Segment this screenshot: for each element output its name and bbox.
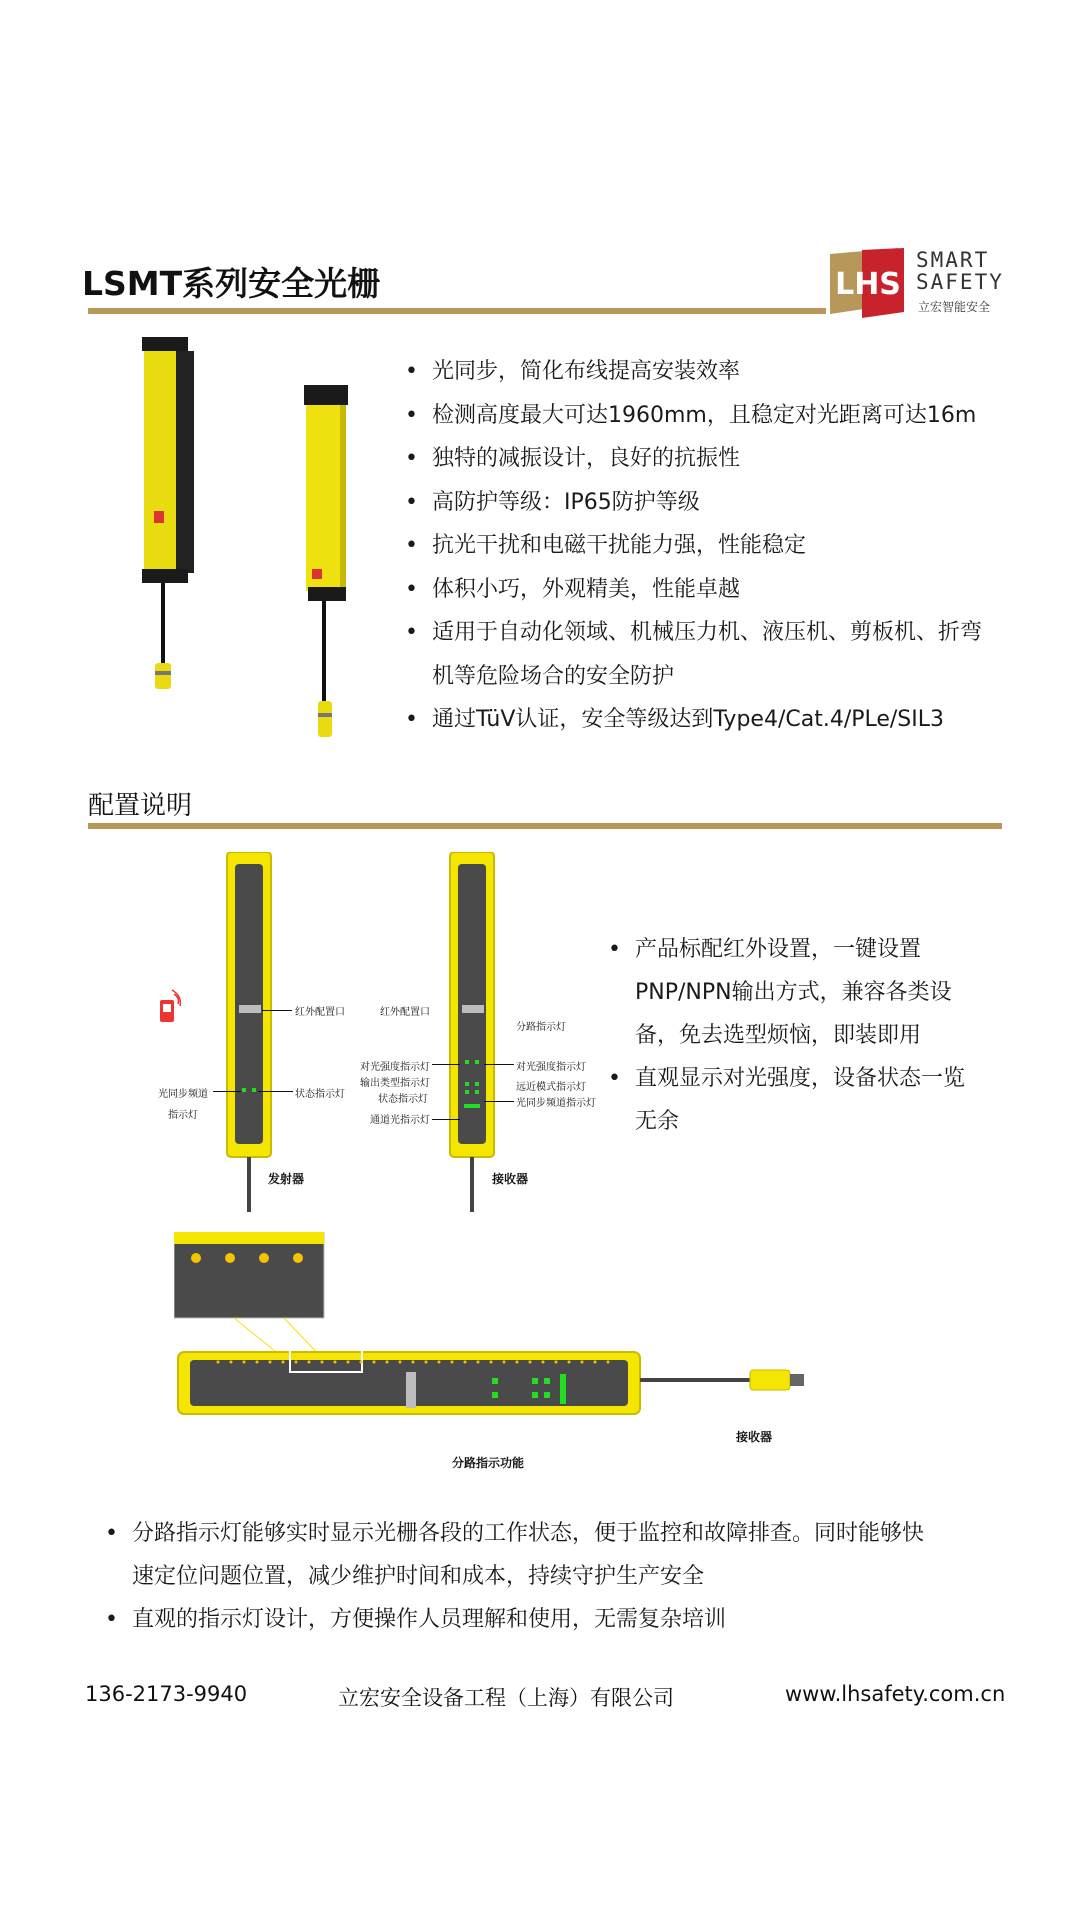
footer-company: 立宏安全设备工程（上海）有限公司	[338, 1686, 674, 1710]
emitter-sync-label: 光同步频道 指示灯	[158, 1089, 208, 1121]
bullet-icon: •	[405, 576, 418, 602]
product-image-short	[300, 383, 360, 745]
footer-phone: 136-2173-9940	[85, 1682, 248, 1706]
bullet-icon: •	[405, 620, 418, 645]
receiver-left-label: 输出类型指示灯	[360, 1078, 430, 1089]
bullet-icon: •	[405, 489, 418, 515]
receiver-horizontal-diagram	[176, 1350, 826, 1420]
list-item: • 体积小巧，外观精美，性能卓越	[432, 568, 1022, 612]
leader-line	[262, 1010, 292, 1011]
receiver-right-label: 光同步频道指示灯	[516, 1098, 596, 1109]
lhs-logo-icon	[828, 246, 908, 320]
leader-line	[213, 1091, 241, 1092]
receiver-left-label: 状态指示灯	[378, 1094, 428, 1105]
bullet-icon: •	[105, 1607, 118, 1632]
zoom-inset	[174, 1232, 334, 1362]
product-image-tall	[138, 335, 198, 695]
list-item: • 检测高度最大可达1960mm，且稳定对光距离可达16m	[432, 394, 1022, 438]
wide-receiver-label: 接收器	[736, 1430, 773, 1444]
brand-tagline: 立宏智能安全	[918, 300, 991, 314]
list-item: • 通过TüV认证，安全等级达到Type4/Cat.4/PLe/SIL3	[432, 698, 1022, 742]
list-item: • 独特的减振设计，良好的抗振性	[432, 437, 1022, 481]
list-item: • 产品标配红外设置，一键设置PNP/NPN输出方式，兼容各类设备，免去选型烦恼，即装即用	[635, 928, 975, 1057]
leader-lines	[484, 1064, 514, 1102]
title-divider	[88, 308, 826, 314]
list-item: • 高防护等级：IP65防护等级	[432, 481, 1022, 525]
feature-list	[405, 350, 1022, 742]
list-item: • 光同步，简化布线提高安装效率	[432, 350, 1022, 394]
list-item: • 抗光干扰和电磁干扰能力强，性能稳定	[432, 524, 1022, 568]
phone-remote-icon	[158, 988, 182, 1024]
emitter-status-label: 状态指示灯	[295, 1089, 345, 1100]
receiver-right-label: 远近模式指示灯	[516, 1082, 586, 1093]
wide-diagram-caption: 分路指示功能	[452, 1456, 525, 1470]
brand-line2: SAFETY	[916, 270, 1004, 294]
bullet-icon: •	[405, 446, 418, 471]
bullet-icon: •	[105, 1521, 118, 1546]
section-divider	[88, 823, 1002, 829]
leader-lines	[432, 1064, 460, 1120]
receiver-right-label: 对光强度指示灯	[516, 1062, 586, 1073]
receiver-ir-port-label: 红外配置口	[380, 1007, 430, 1018]
list-item: • 直观的指示灯设计，方便操作人员理解和使用，无需复杂培训	[132, 1598, 952, 1641]
receiver-left-label: 对光强度指示灯	[360, 1062, 430, 1073]
emitter-ir-port-label: 红外配置口	[295, 1007, 345, 1018]
emitter-caption: 发射器	[268, 1172, 305, 1186]
svg-text:LHS: LHS	[835, 267, 901, 302]
brand-logo	[828, 246, 1008, 320]
page-title: LSMT系列安全光栅	[82, 264, 381, 303]
bullet-icon: •	[405, 359, 418, 384]
receiver-branch-label: 分路指示灯	[516, 1022, 566, 1033]
list-item: • 直观显示对光强度，设备状态一览无余	[635, 1057, 975, 1143]
list-item: • 适用于自动化领域、机械压力机、液压机、剪板机、折弯机等危险场合的安全防护	[432, 611, 987, 698]
leader-line	[258, 1091, 293, 1092]
receiver-left-label: 通道光指示灯	[370, 1115, 430, 1126]
bullet-icon: •	[608, 937, 621, 962]
bullet-icon: •	[405, 402, 418, 428]
receiver-diagram	[448, 852, 498, 1212]
bullet-icon: •	[608, 1066, 621, 1091]
bullet-icon: •	[405, 707, 418, 732]
brand-line1: SMART	[916, 248, 990, 272]
list-item: • 分路指示灯能够实时显示光栅各段的工作状态，便于监控和故障排查。同时能够快速定位问题位置，减少维护时间和成本，持续守护生产安全	[132, 1512, 944, 1598]
bottom-point-list	[105, 1512, 952, 1641]
config-point-list	[608, 928, 975, 1143]
emitter-diagram	[225, 852, 275, 1212]
bullet-icon: •	[405, 533, 418, 558]
footer-website[interactable]: www.lhsafety.com.cn	[785, 1682, 1006, 1706]
receiver-caption: 接收器	[492, 1172, 529, 1186]
section-heading-config: 配置说明	[88, 791, 193, 821]
